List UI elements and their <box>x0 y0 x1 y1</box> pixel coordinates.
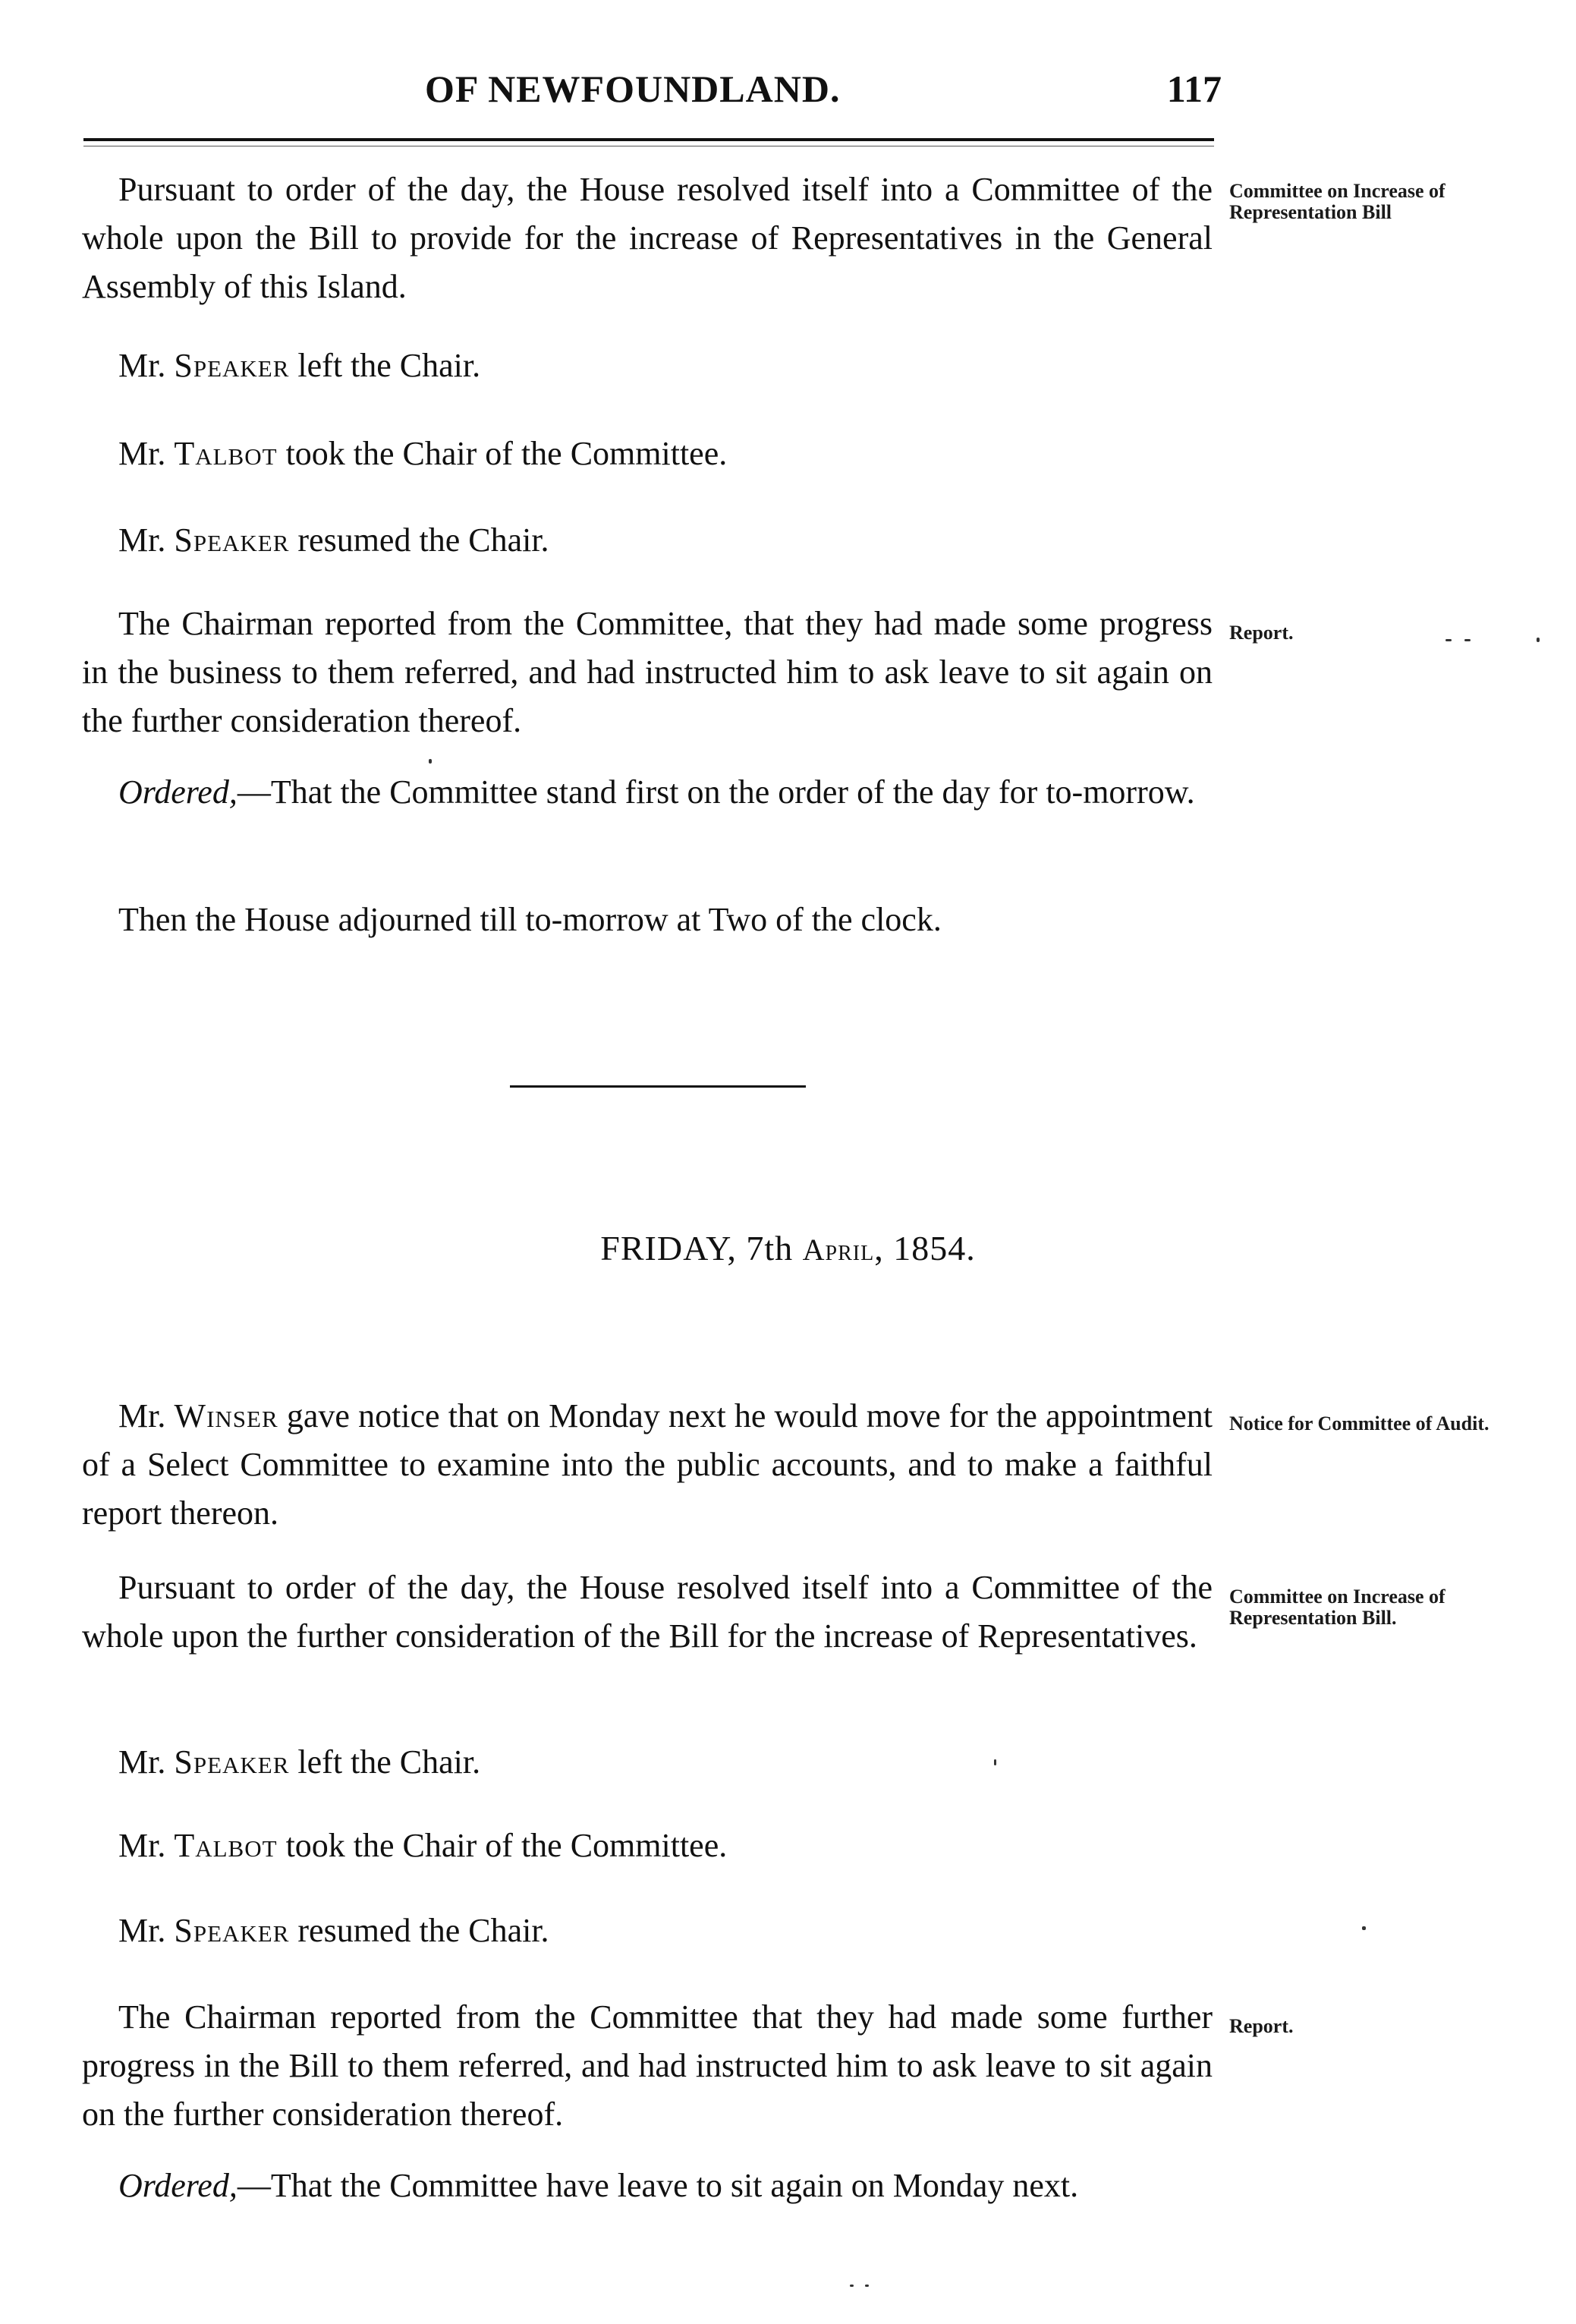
margin-note-notice-audit: Notice for Committee of Audit. <box>1229 1412 1489 1434</box>
running-head-title: OF NEWFOUNDLAND. <box>425 68 841 110</box>
paragraph-winser-notice <box>82 1392 1213 1538</box>
section-divider <box>510 1085 806 1088</box>
paragraph-committee-resolution-2 <box>82 1564 1213 1661</box>
honorific: Mr. <box>118 1743 166 1781</box>
dateline-day: FRIDAY, 7th <box>600 1229 794 1267</box>
scan-speck <box>1464 639 1471 641</box>
ordered-lead: Ordered, <box>118 2167 238 2204</box>
member-name: Speaker <box>174 1912 290 1949</box>
member-name: Speaker <box>174 1743 290 1781</box>
ordered-lead: Ordered, <box>118 773 238 811</box>
running-head <box>83 67 1222 112</box>
paragraph-text: Pursuant to order of the day, the House resolved itself into a Committee of the whole upon the further consideration of the Bill for the increase of Representatives. <box>82 1569 1213 1655</box>
paragraph-text: —That the Committee have leave to sit again on Monday next. <box>237 2167 1079 2204</box>
scan-speck <box>994 1759 996 1765</box>
paragraph-text: —That the Committee stand first on the order of the day for to-morrow. <box>237 773 1195 811</box>
header-rule <box>83 138 1214 141</box>
scan-speck <box>850 2285 854 2287</box>
paragraph-speaker-resumed-2 <box>82 1907 1213 1955</box>
honorific: Mr. <box>118 1827 166 1864</box>
paragraph-text: gave notice that on Monday next he would move for the appointment of a Select Committee to examine into the public accounts, and to make a faithful report thereon. <box>82 1397 1213 1532</box>
honorific: Mr. <box>118 435 166 472</box>
member-name: Speaker <box>174 521 290 559</box>
paragraph-text: Pursuant to order of the day, the House resolved itself into a Committee of the whole upon the Bill to provide for the increase of Representatives in the General Assembly of this Island. <box>82 171 1213 305</box>
paragraph-committee-resolution <box>82 165 1213 311</box>
member-name: Talbot <box>174 1827 278 1864</box>
paragraph-talbot-chair-2 <box>82 1822 1213 1870</box>
dateline-year: , 1854. <box>874 1229 976 1267</box>
scan-speck <box>1362 1926 1366 1930</box>
scan-speck <box>1537 638 1540 642</box>
margin-note-report: Report. <box>1229 622 1294 644</box>
margin-note-committee-increase-2: Committee on Increase of Representation Bill. <box>1229 1586 1445 1629</box>
paragraph-chairman-report-2 <box>82 1993 1213 2139</box>
paragraph-speaker-left <box>82 342 1213 390</box>
scan-speck <box>865 2285 869 2287</box>
member-name: Winser <box>174 1397 278 1434</box>
scan-speck <box>1445 639 1452 641</box>
paragraph-text: resumed the Chair. <box>297 1912 549 1949</box>
paragraph-talbot-chair <box>82 430 1213 478</box>
margin-note-report-2: Report. <box>1229 2015 1294 2037</box>
paragraph-ordered <box>82 768 1213 817</box>
honorific: Mr. <box>118 1912 166 1949</box>
paragraph-text: took the Chair of the Committee. <box>285 1827 728 1864</box>
margin-note-committee-increase: Committee on Increase of Representation Bill <box>1229 180 1445 223</box>
paragraph-text: took the Chair of the Committee. <box>285 435 728 472</box>
dateline <box>0 1228 1576 1268</box>
honorific: Mr. <box>118 1397 166 1434</box>
scan-speck <box>429 759 432 764</box>
paragraph-ordered-2 <box>82 2162 1213 2210</box>
paragraph-chairman-report <box>82 600 1213 745</box>
paragraph-text: Then the House adjourned till to-morrow at Two of the clock. <box>118 901 942 938</box>
paragraph-text: The Chairman reported from the Committee, that they had made some progress in the business to them referred, and had instructed him to ask leave to sit again on the further consideration thereof. <box>82 605 1213 739</box>
dateline-month: April <box>802 1233 875 1267</box>
paragraph-speaker-resumed <box>82 516 1213 565</box>
paragraph-text: The Chairman reported from the Committee that they had made some further progress in the Bill to them referred, and had instructed him to ask leave to sit again on the further consideration thereof. <box>82 1998 1213 2133</box>
paragraph-adjourned <box>82 896 1213 944</box>
paragraph-text: resumed the Chair. <box>297 521 549 559</box>
member-name: Speaker <box>174 347 290 384</box>
member-name: Talbot <box>174 435 278 472</box>
paragraph-text: left the Chair. <box>297 347 481 384</box>
paragraph-text: left the Chair. <box>297 1743 481 1781</box>
paragraph-speaker-left-2 <box>82 1738 1213 1787</box>
honorific: Mr. <box>118 521 166 559</box>
honorific: Mr. <box>118 347 166 384</box>
page-number: 117 <box>1166 68 1222 110</box>
